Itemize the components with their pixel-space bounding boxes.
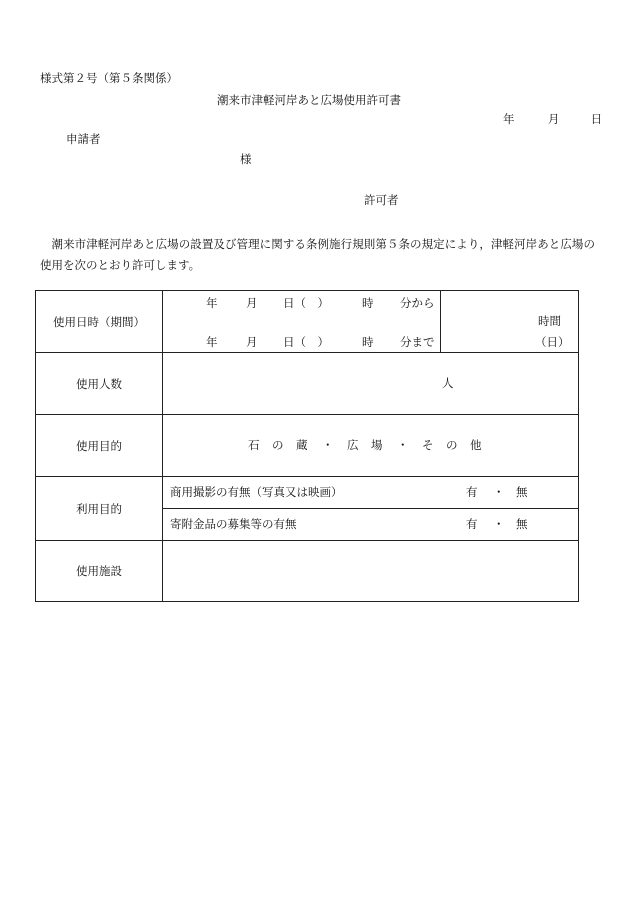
usage-donation-solicitation-yes[interactable]: 有 bbox=[466, 517, 478, 531]
facility-label: 使用施設 bbox=[36, 541, 163, 602]
purpose-row bbox=[36, 415, 579, 477]
date-month-label: 月 bbox=[547, 112, 560, 126]
period-row bbox=[36, 291, 579, 353]
issue-date bbox=[503, 111, 602, 127]
form-number: 様式第２号（第５条関係） bbox=[40, 71, 178, 85]
headcount-unit: 人 bbox=[442, 376, 454, 390]
applicant-label: 申請者 bbox=[66, 132, 101, 146]
headcount-cell[interactable] bbox=[163, 353, 579, 415]
period-from-minute: 分から bbox=[400, 296, 435, 310]
period-from-day: 日（ ） bbox=[283, 296, 329, 310]
facility-cell[interactable] bbox=[163, 541, 579, 602]
purpose-option-char: そ bbox=[422, 438, 434, 452]
period-label: 使用日時（期間） bbox=[36, 291, 163, 353]
period-to-month: 月 bbox=[246, 335, 258, 349]
permit-statement: 潮来市津軽河岸あと広場の設置及び管理に関する条例施行規則第５条の規定により，津軽河岸あと広場の使用を次のとおり許可します。 bbox=[40, 237, 595, 272]
purpose-option-char: 広 bbox=[347, 438, 359, 452]
purpose-option-char: 場 bbox=[371, 438, 383, 452]
period-from-year: 年 bbox=[206, 296, 218, 310]
period-duration-cell[interactable] bbox=[441, 291, 579, 353]
date-year-label: 年 bbox=[503, 112, 515, 126]
date-day-label: 日 bbox=[590, 112, 603, 126]
usage-label: 利用目的 bbox=[36, 477, 163, 541]
purpose-options-cell[interactable] bbox=[163, 415, 579, 477]
period-datetime-cell[interactable] bbox=[163, 291, 441, 353]
purpose-label: 使用目的 bbox=[36, 415, 163, 477]
purpose-option-char: 蔵 bbox=[296, 438, 308, 452]
period-hours-label: 時間 bbox=[538, 314, 561, 328]
period-to-hour: 時 bbox=[362, 335, 374, 349]
purpose-separator: ・ bbox=[322, 438, 334, 452]
permit-table bbox=[35, 290, 579, 602]
usage-commercial-filming-cell[interactable] bbox=[163, 477, 579, 509]
period-from-month: 月 bbox=[246, 296, 258, 310]
facility-row bbox=[36, 541, 579, 602]
period-to-minute: 分まで bbox=[400, 335, 435, 349]
usage-commercial-filming-yes[interactable]: 有 bbox=[466, 485, 478, 499]
purpose-option-char: 石 bbox=[248, 438, 260, 452]
usage-commercial-filming-separator: ・ bbox=[493, 485, 505, 499]
purpose-option-char: の bbox=[446, 438, 458, 452]
headcount-label: 使用人数 bbox=[36, 353, 163, 415]
purpose-option-char: の bbox=[272, 438, 284, 452]
purpose-separator: ・ bbox=[397, 438, 409, 452]
period-to-day: 日（ ） bbox=[283, 335, 329, 349]
usage-donation-solicitation-separator: ・ bbox=[493, 517, 505, 531]
usage-donation-solicitation-no[interactable]: 無 bbox=[516, 517, 528, 531]
usage-donation-solicitation-text: 寄附金品の募集等の有無 bbox=[170, 517, 297, 531]
usage-commercial-filming-no[interactable]: 無 bbox=[516, 485, 528, 499]
usage-donation-solicitation-cell[interactable] bbox=[163, 509, 579, 541]
usage-row-commercial-filming bbox=[36, 477, 579, 509]
applicant-honorific: 様 bbox=[240, 152, 252, 166]
permitter-label: 許可者 bbox=[364, 193, 399, 207]
period-to-year: 年 bbox=[206, 335, 218, 349]
purpose-option-char: 他 bbox=[470, 438, 482, 452]
period-days-label: （日） bbox=[535, 335, 570, 349]
page-title: 潮来市津軽河岸あと広場使用許可書 bbox=[217, 93, 401, 107]
period-from-hour: 時 bbox=[362, 296, 374, 310]
usage-commercial-filming-text: 商用撮影の有無（写真又は映画） bbox=[170, 485, 343, 499]
headcount-row bbox=[36, 353, 579, 415]
